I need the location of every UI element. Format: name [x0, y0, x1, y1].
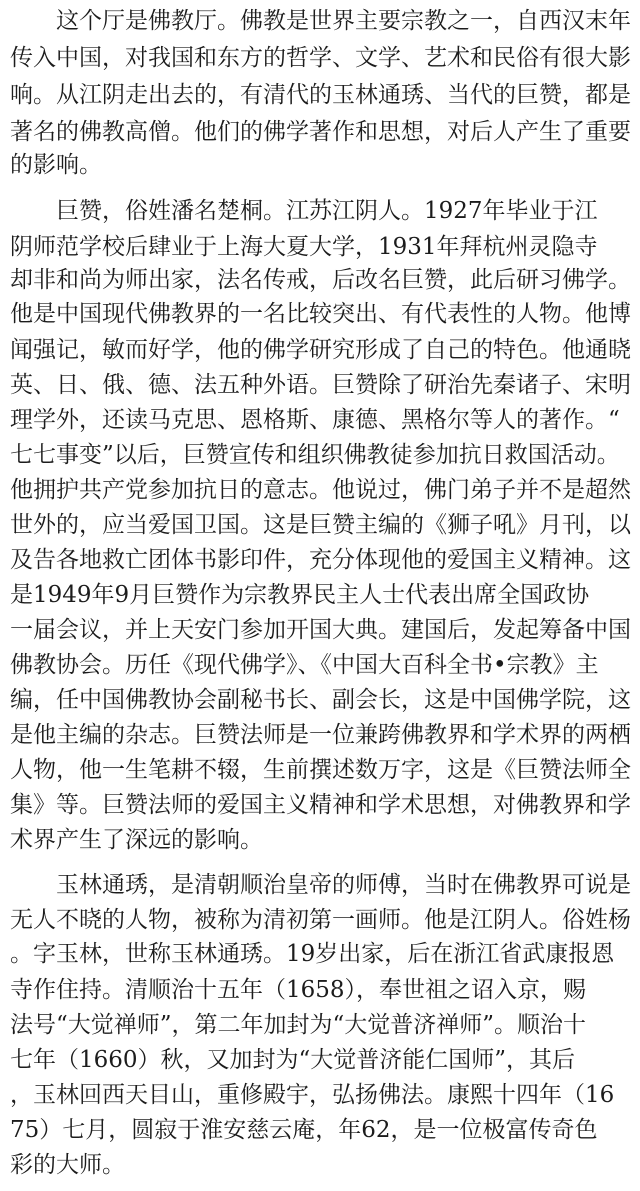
text-line: 术界产生了深远的影响。 — [10, 827, 263, 853]
text-line: 世外的，应当爱国卫国。这是巨赞主编的《狮子吼》月刊，以 — [10, 512, 631, 538]
text-line: 却非和尚为师出家，法名传戒，后改名巨赞，此后研习佛学。 — [10, 267, 631, 293]
text-line: 玉林通琇，是清朝顺治皇帝的师傅，当时在佛教界可说是 — [10, 872, 631, 898]
text-line: 是1949年9月巨赞作为宗教界民主人士代表出席全国政协 — [10, 582, 590, 608]
text-line: 著名的佛教高僧。他们的佛学著作和思想，对后人产生了重要 — [10, 119, 631, 145]
text-line: 。字玉林，世称玉林通琇。19岁出家，后在浙江省武康报恩 — [10, 941, 615, 967]
text-line: 响。从江阴走出去的，有清代的玉林通琇、当代的巨赞，都是 — [10, 82, 631, 108]
text-line: 及告各地救亡团体书影印件，充分体现他的爱国主义精神。这 — [10, 547, 631, 573]
text-line: 七年（1660）秋，又加封为“大觉普济能仁国师”，其后 — [10, 1047, 576, 1073]
text-line: 闻强记，敏而好学，他的佛学研究形成了自己的特色。他通晓 — [10, 337, 631, 363]
text-line: 阴师范学校后肆业于上海大夏大学，1931年拜杭州灵隐寺 — [10, 234, 598, 260]
text-line: 人物，他一生笔耕不辍，生前撰述数万字，这是《巨赞法师全 — [10, 757, 631, 783]
text-line: 无人不晓的人物，被称为清初第一画师。他是江阴人。俗姓杨 — [10, 907, 631, 933]
text-line: 理学外，还读马克思、恩格斯、康德、黑格尔等人的著作。“ — [10, 407, 620, 433]
text-line: 七七事变”以后，巨赞宣传和组织佛教徒参加抗日救国活动。 — [10, 442, 620, 468]
text-line: 巨赞，俗姓潘名楚桐。江苏江阴人。1927年毕业于江 — [10, 198, 598, 224]
text-line: 他是中国现代佛教界的一名比较突出、有代表性的人物。他博 — [10, 301, 631, 327]
text-line: 75）七月，圆寂于淮安慈云庵，年62，是一位极富传奇色 — [10, 1117, 598, 1143]
text-line: ，玉林回西天目山，重修殿宇，弘扬佛法。康熙十四年（16 — [10, 1082, 615, 1108]
text-line: 英、日、俄、德、法五种外语。巨赞除了研治先秦诸子、宋明 — [10, 372, 631, 398]
text-line: 佛教协会。历任《现代佛学》、《中国大百科全书•宗教》主 — [10, 652, 599, 678]
text-line: 彩的大师。 — [10, 1152, 125, 1178]
text-line: 集》等。巨赞法师的爱国主义精神和学术思想，对佛教界和学 — [10, 792, 631, 818]
text-line: 编，任中国佛教协会副秘书长、副会长，这是中国佛学院，这 — [10, 687, 631, 713]
text-line: 寺作住持。清顺治十五年（1658），奉世祖之诏入京，赐 — [10, 977, 587, 1003]
text-line: 传入中国，对我国和东方的哲学、文学、艺术和民俗有很大影 — [10, 45, 631, 71]
text-line: 是他主编的杂志。巨赞法师是一位兼跨佛教界和学术界的两栖 — [10, 722, 631, 748]
text-line: 他拥护共产党参加抗日的意志。他说过，佛门弟子并不是超然 — [10, 477, 631, 503]
text-line: 一届会议，并上天安门参加开国大典。建国后，发起筹备中国 — [10, 617, 631, 643]
text-line: 的影响。 — [10, 152, 102, 178]
text-line: 法号“大觉禅师”，第二年加封为“大觉普济禅师”。顺治十 — [10, 1012, 587, 1038]
text-line: 这个厅是佛教厅。佛教是世界主要宗教之一，自西汉末年 — [10, 8, 631, 34]
